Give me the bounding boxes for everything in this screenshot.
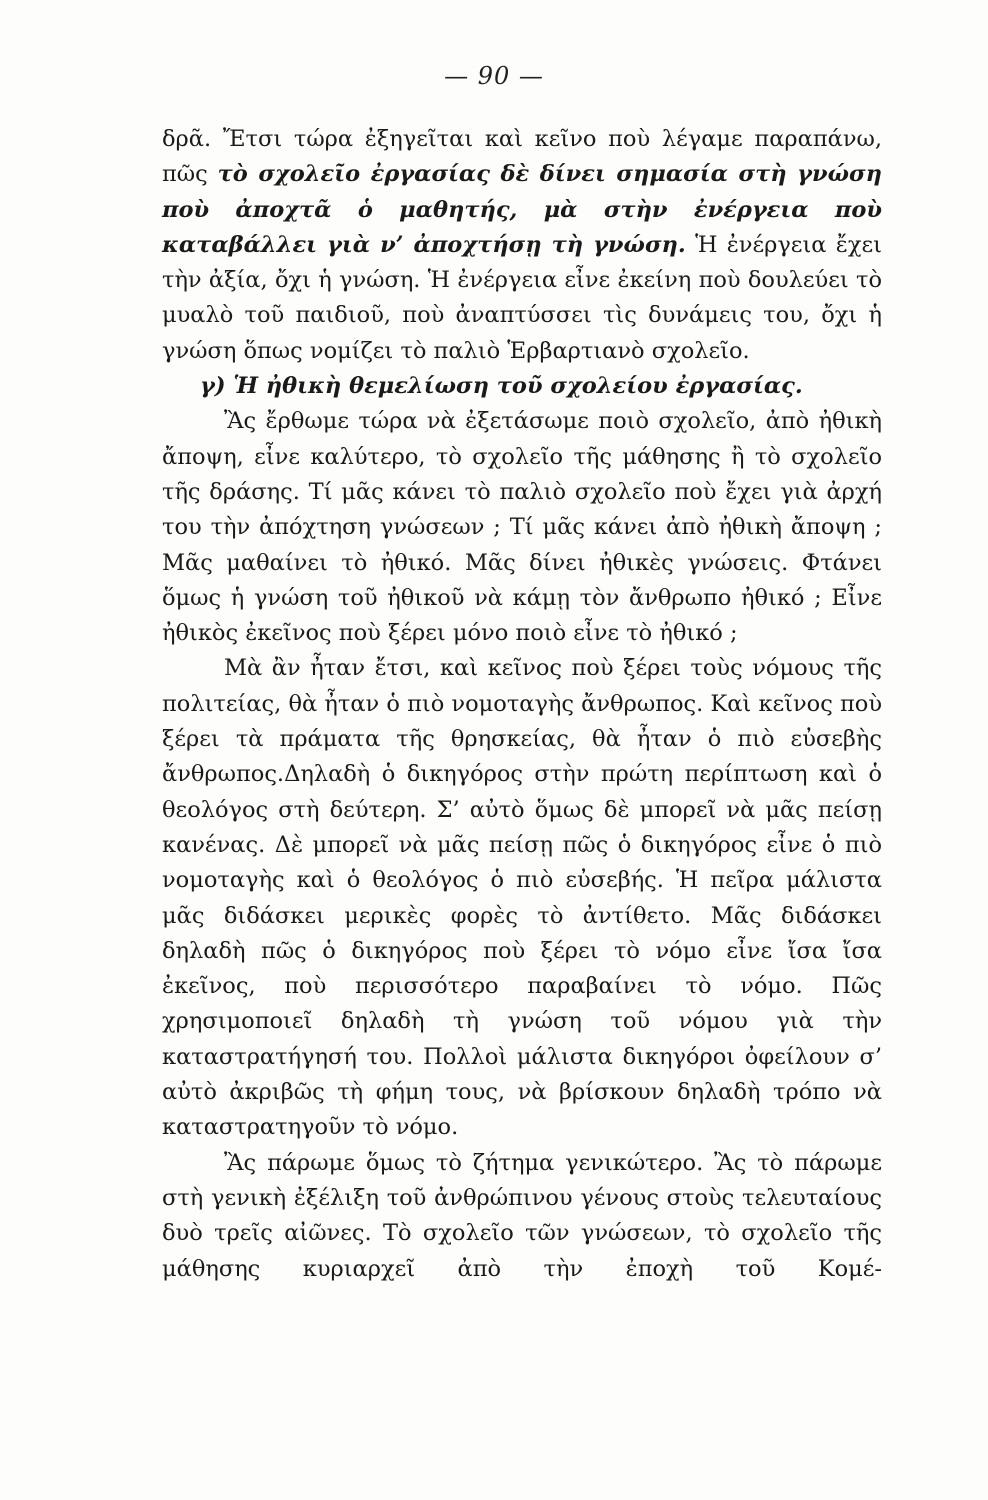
page-number: — 90 — — [444, 62, 544, 90]
paragraph-1-text-start: δρᾶ. Ἔτσι τώρα ἐξηγεῖται καὶ κεῖνο ποὺ λέγαμε παραπάνω, πῶς — [162, 126, 882, 188]
paragraph-3: Μὰ ἂν ἦταν ἔτσι, καὶ κεῖνος ποὺ ξέρει τοὺς νόμους τῆς πολιτείας, θὰ ἦταν ὁ πιὸ νομοταγὴς ἄνθρωπος. Καὶ κεῖνος ποὺ ξέρει τὰ πράματα τῆς θρησκείας, θὰ ἦταν ὁ πιὸ εὐσεβὴς ἄνθρωπος.Δηλαδὴ ὁ δικηγόρος στὴν πρώτη περίπτωση καὶ ὁ θεολόγος στὴ δεύτερη. Σ’ αὐτὸ ὅμως δὲ μπορεῖ νὰ μᾶς πείσῃ κανένας. Δὲ μπορεῖ νὰ μᾶς πείσῃ πῶς ὁ δικηγόρος εἶνε ὁ πιὸ νομοταγὴς καὶ ὁ θεολόγος ὁ πιὸ εὐσεβής. Ἡ πεῖρα μάλιστα μᾶς διδάσκει μερικὲς φορὲς τὸ ἀντίθετο. Μᾶς διδάσκει δηλαδὴ πῶς ὁ δικηγόρος ποὺ ξέρει τὸ νόμο εἶνε ἴσα ἴσα ἐκεῖνος, ποὺ περισσότερο παραβαίνει τὸ νόμο. Πῶς χρησιμοποιεῖ δηλαδὴ τὴ γνώση τοῦ νόμου γιὰ τὴν καταστρατήγησή του. Πολλοὶ μάλιστα δικηγόροι ὀφείλουν σ’ αὐτὸ ἀκριβῶς τὴ φήμη τους, νὰ βρίσκουν δηλαδὴ τρόπο νὰ καταστρατηγοῦν τὸ νόμο. — [162, 655, 882, 1141]
paragraph-1-text-end: Ἡ ἐνέργεια ἔχει τὴν ἀξία, ὄχι ἡ γνώση. Ἡ ἐνέργεια εἶνε ἐκείνη ποὺ δουλεύει τὸ μυαλὸ τοῦ παιδιοῦ, ποὺ ἀναπτύσσει τὶς δυνάμεις του, ὄχι ἡ γνώση ὅπως νομίζει τὸ παλιὸ Ἑρβαρτιανὸ σχολεῖο. — [162, 231, 882, 364]
page-body — [162, 122, 882, 1287]
paragraph-2: Ἂς ἔρθωμε τώρα νὰ ἐξετάσωμε ποιὸ σχολεῖο, ἀπὸ ἠθικὴ ἄποψη, εἶνε καλύτερο, τὸ σχολεῖο τῆς μάθησης ἢ τὸ σχολεῖο τῆς δράσης. Τί μᾶς κάνει τὸ παλιὸ σχολεῖο ποὺ ἔχει γιὰ ἀρχή του τὴν ἀπόχτηση γνώσεων ; Τί μᾶς κάνει ἀπὸ ἠθικὴ ἄποψη ; Μᾶς μαθαίνει τὸ ἠθικό. Μᾶς δίνει ἠθικὲς γνώσεις. Φτάνει ὅμως ἡ γνώση τοῦ ἠθικοῦ νὰ κάμῃ τὸν ἄνθρωπο ἠθικό ; Εἶνε ἠθικὸς ἐκεῖνος ποὺ ξέρει μόνο ποιὸ εἶνε τὸ ἠθικό ; — [162, 408, 882, 647]
section-heading: γ) Ἡ ἠθικὴ θεμελίωση τοῦ σχολείου ἐργασίας. — [200, 373, 803, 400]
paragraph-1 — [162, 122, 882, 369]
paragraph-4: Ἂς πάρωμε ὅμως τὸ ζήτημα γενικώτερο. Ἂς τὸ πάρωμε στὴ γενικὴ ἐξέλιξη τοῦ ἀνθρώπινου γένους στοὺς τελευταίους δυὸ τρεῖς αἰῶνες. Τὸ σχολεῖο τῶν γνώσεων, τὸ σχολεῖο τῆς μάθησης κυριαρχεῖ ἀπὸ τὴν ἐποχὴ τοῦ Κομέ- — [162, 1149, 882, 1282]
paragraph-1-emphasis: τὸ σχολεῖο ἐργασίας δὲ δίνει σημασία στὴ γνώση ποὺ ἀποχτᾶ ὁ μαθητής, μὰ στὴν ἐνέργεια ποὺ καταβάλλει γιὰ ν’ ἀποχτήσῃ τὴ γνώση. — [162, 161, 882, 258]
